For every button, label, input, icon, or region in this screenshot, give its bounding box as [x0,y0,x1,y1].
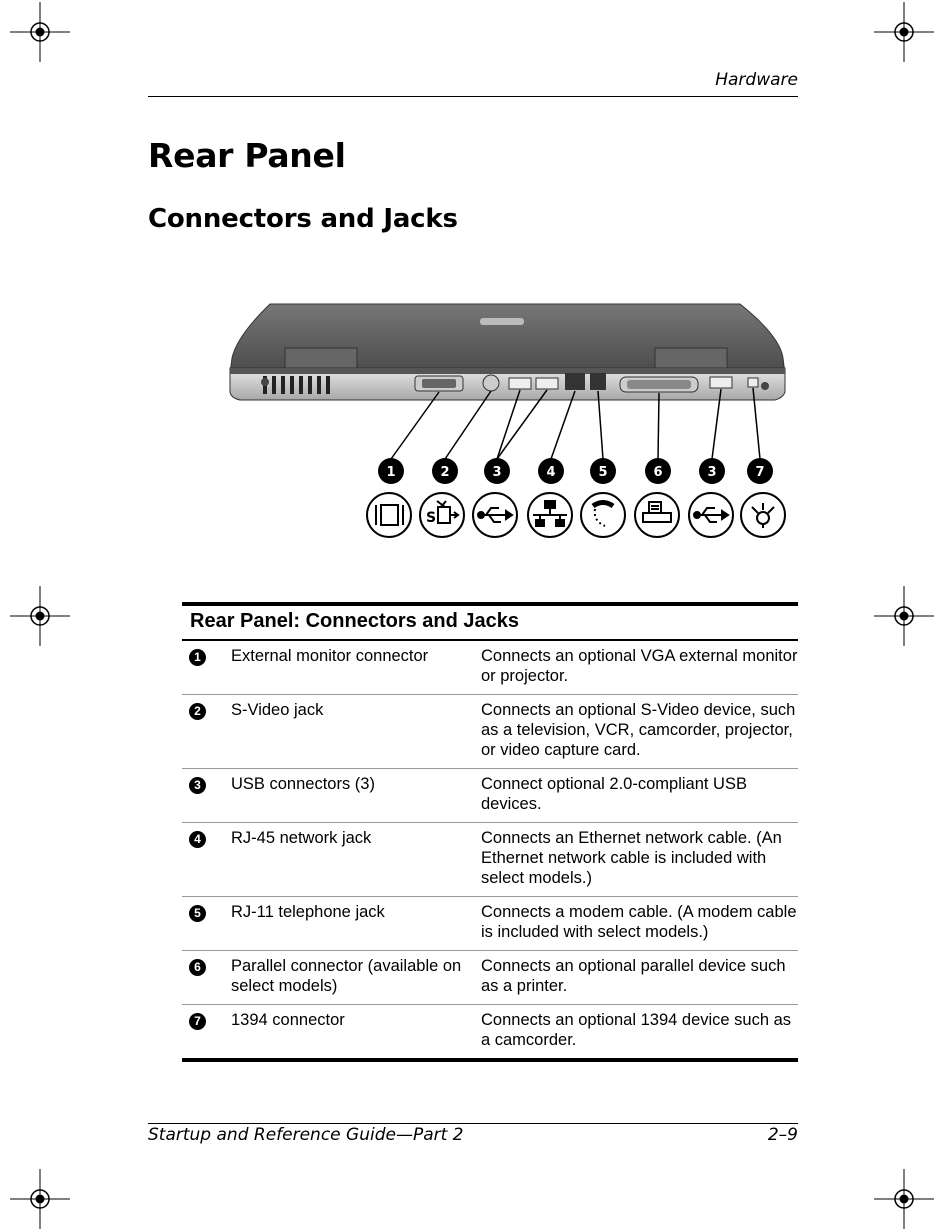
row-number-badge: 7 [189,1013,206,1030]
svg-text:4: 4 [546,465,556,480]
table-row [182,1005,798,1062]
network-icon [528,493,572,537]
component-description: Connects an optional S-Video device, such as a television, VCR, camcorder, projector, or video capture card. [481,701,796,759]
table-row [182,641,798,695]
printer-icon [635,493,679,537]
table-row [182,695,798,769]
laptop-illustration [230,304,785,400]
svg-text:3: 3 [492,465,502,480]
registration-mark-icon [874,586,934,646]
component-name: External monitor connector [231,647,429,665]
laptop-rear-figure [225,296,790,546]
component-description: Connect optional 2.0-compliant USB devices. [481,775,747,813]
callout-4 [538,458,564,484]
callout-7 [747,458,773,484]
callout-3b [699,458,725,484]
ieee1394-icon [741,493,785,537]
footer-book-title: Startup and Reference Guide—Part 2 [148,1125,464,1145]
s-video-icon [420,493,464,537]
component-name: S-Video jack [231,701,324,719]
registration-mark-icon [10,586,70,646]
svg-text:2: 2 [440,465,450,480]
telephone-icon [581,493,625,537]
callout-3 [484,458,510,484]
svg-text:6: 6 [653,465,663,480]
row-number-badge: 5 [189,905,206,922]
row-number-badge: 2 [189,703,206,720]
component-name: Parallel connector (available on select models) [231,957,462,995]
component-description: Connects an optional parallel device such as a printer. [481,957,786,995]
row-number-badge: 6 [189,959,206,976]
external-monitor-icon [367,493,411,537]
callout-2 [432,458,458,484]
table-title: Rear Panel: Connectors and Jacks [182,606,798,641]
component-name: RJ-11 telephone jack [231,903,385,921]
table-row [182,823,798,897]
component-name: USB connectors (3) [231,775,375,793]
svg-text:7: 7 [755,465,765,480]
footer-rule [148,1123,798,1124]
section-subtitle: Connectors and Jacks [148,204,458,234]
component-description: Connects a modem cable. (A modem cable is included with select models.) [481,903,797,941]
component-description: Connects an optional VGA external monitor or projector. [481,647,798,685]
callout-5 [590,458,616,484]
page-title: Rear Panel [148,136,346,175]
running-header: Hardware [715,70,798,90]
registration-mark-icon [874,1169,934,1229]
table-row [182,897,798,951]
table-row [182,769,798,823]
page-number: 2–9 [767,1125,798,1145]
callout-6 [645,458,671,484]
connectors-table [182,602,798,1062]
svg-text:1: 1 [386,465,396,480]
header-rule [148,96,798,97]
registration-mark-icon [10,2,70,62]
usb-icon [473,493,517,537]
registration-mark-icon [874,2,934,62]
svg-text:5: 5 [598,465,608,480]
component-name: 1394 connector [231,1011,345,1029]
usb-icon [689,493,733,537]
component-description: Connects an optional 1394 device such as a camcorder. [481,1011,792,1049]
registration-mark-icon [10,1169,70,1229]
svg-text:3: 3 [707,465,717,480]
component-description: Connects an Ethernet network cable. (An Ethernet network cable is included with select models.) [481,829,782,887]
table-row [182,951,798,1005]
row-number-badge: 3 [189,777,206,794]
row-number-badge: 4 [189,831,206,848]
component-name: RJ-45 network jack [231,829,372,847]
svg-text:S: S [426,510,437,526]
callout-1 [378,458,404,484]
row-number-badge: 1 [189,649,206,666]
